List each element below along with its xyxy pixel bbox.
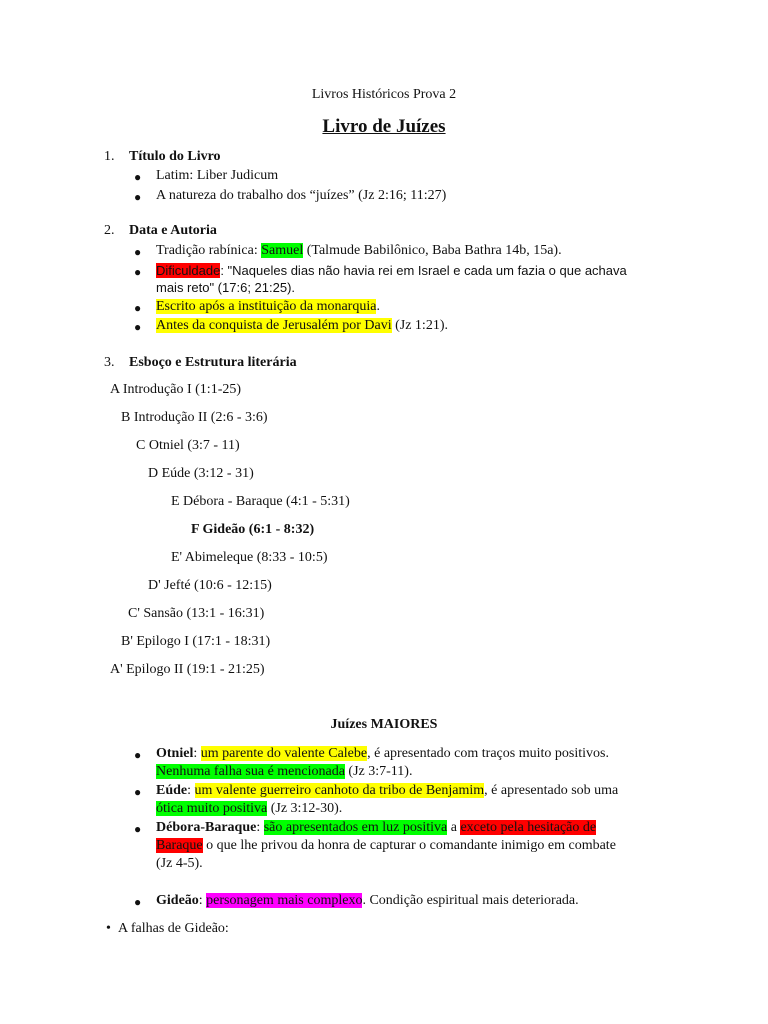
- text-segment: .: [376, 299, 380, 314]
- outline-item: D' Jefté (10:6 - 12:15): [148, 578, 272, 593]
- bullet-icon: ●: [134, 320, 142, 334]
- text-segment: :: [256, 820, 264, 835]
- outline-item: A' Epilogo II (19:1 - 21:25): [110, 662, 265, 677]
- section-3-title: Esboço e Estrutura literária: [129, 355, 297, 370]
- outline-item: C' Sansão (13:1 - 16:31): [128, 606, 265, 621]
- list-item-continuation: (Jz 4-5).: [156, 856, 203, 871]
- page-title: Livro de Juízes: [322, 116, 446, 137]
- outline-item: E Débora - Baraque (4:1 - 5:31): [171, 494, 350, 509]
- highlight-magenta: personagem mais complexo: [206, 893, 363, 908]
- bullet-icon: ●: [134, 190, 142, 204]
- outline-item: D Eúde (3:12 - 31): [148, 466, 254, 481]
- text-segment: (Jz 1:21).: [391, 318, 448, 333]
- outline-item: B Introdução II (2:6 - 3:6): [121, 410, 268, 425]
- list-item-debora: [156, 819, 596, 837]
- highlight-red: Baraque: [156, 838, 203, 853]
- bullet-icon: ●: [134, 822, 142, 836]
- judge-name: Eúde: [156, 783, 188, 798]
- small-bullet-icon: •: [106, 921, 111, 936]
- list-item: [156, 317, 448, 335]
- bullet-icon: ●: [134, 245, 142, 259]
- highlight-yellow: um parente do valente Calebe: [200, 746, 368, 761]
- text-segment: Tradição rabínica:: [156, 243, 262, 258]
- bullet-icon: ●: [134, 748, 142, 762]
- outline-center-item: F Gideão (6:1 - 8:32): [191, 522, 315, 537]
- section-3-number: 3.: [104, 355, 115, 370]
- list-item-otniel: [156, 745, 609, 763]
- text-segment: (Talmude Babilônico, Baba Bathra 14b, 15a).: [303, 243, 562, 258]
- document-header: Livros Históricos Prova 2: [311, 87, 457, 102]
- list-item-continuation: [156, 837, 616, 855]
- text-segment: :: [193, 746, 201, 761]
- outline-item: E' Abimeleque (8:33 - 10:5): [171, 550, 328, 565]
- section-1-number: 1.: [104, 149, 115, 164]
- list-item-continuation: mais reto" (17:6; 21:25).: [156, 280, 296, 295]
- outline-item: B' Epilogo I (17:1 - 18:31): [121, 634, 271, 649]
- text-segment: . Condição espiritual mais deteriorada.: [362, 893, 579, 908]
- highlight-red: exceto pela hesitação de: [460, 820, 597, 835]
- section-1-title: Título do Livro: [129, 149, 221, 164]
- list-item: Latim: Liber Judicum: [156, 168, 279, 183]
- text-segment: :: [198, 893, 207, 908]
- section-heading-juizes-maiores: Juízes MAIORES: [330, 717, 438, 732]
- bullet-icon: ●: [134, 301, 142, 315]
- section-2-number: 2.: [104, 223, 115, 238]
- bullet-icon: ●: [134, 785, 142, 799]
- text-segment: : "Naqueles dias não havia rei em Israel e cada um fazia o que achava: [220, 263, 627, 278]
- list-item-eude: [156, 782, 618, 800]
- highlight-yellow: um valente guerreiro canhoto da tribo de Benjamim: [194, 783, 485, 798]
- list-item-continuation: [156, 763, 412, 781]
- highlight-red: Dificuldade: [156, 263, 221, 278]
- highlight-green: Nenhuma falha sua é mencionada: [156, 764, 345, 779]
- bullet-icon: ●: [134, 895, 142, 909]
- bullet-icon: ●: [134, 265, 142, 279]
- text-segment: , é apresentado sob uma: [484, 783, 619, 798]
- highlight-yellow: Escrito após a instituição da monarquia: [156, 299, 377, 314]
- text-segment: (Jz 3:12-30).: [267, 801, 343, 816]
- list-item: A natureza do trabalho dos “juízes” (Jz 2:16; 11:27): [156, 188, 447, 203]
- text-segment: :: [187, 783, 195, 798]
- text-segment: (Jz 3:7-11).: [344, 764, 413, 779]
- judge-name: Gideão: [156, 893, 199, 908]
- list-item: A falhas de Gideão:: [118, 921, 229, 936]
- list-item: [156, 242, 562, 260]
- judge-name: Débora-Baraque: [156, 820, 257, 835]
- highlight-green: Samuel: [261, 243, 304, 258]
- text-segment: o que lhe privou da honra de capturar o comandante inimigo em combate: [202, 838, 616, 853]
- bullet-icon: ●: [134, 170, 142, 184]
- outline-item: C Otniel (3:7 - 11): [136, 438, 240, 453]
- text-segment: , é apresentado com traços muito positivos.: [367, 746, 609, 761]
- highlight-green: são apresentados em luz positiva: [263, 820, 448, 835]
- text-segment: a: [447, 820, 461, 835]
- list-item-gideao: [156, 892, 579, 910]
- section-2-title: Data e Autoria: [129, 223, 217, 238]
- outline-item: A Introdução I (1:1-25): [110, 382, 242, 397]
- list-item: [156, 298, 380, 316]
- judge-name: Otniel: [156, 746, 194, 761]
- highlight-yellow: Antes da conquista de Jerusalém por Davi: [156, 318, 392, 333]
- list-item: [156, 262, 627, 280]
- list-item-continuation: [156, 800, 342, 818]
- highlight-green: ótica muito positiva: [156, 801, 268, 816]
